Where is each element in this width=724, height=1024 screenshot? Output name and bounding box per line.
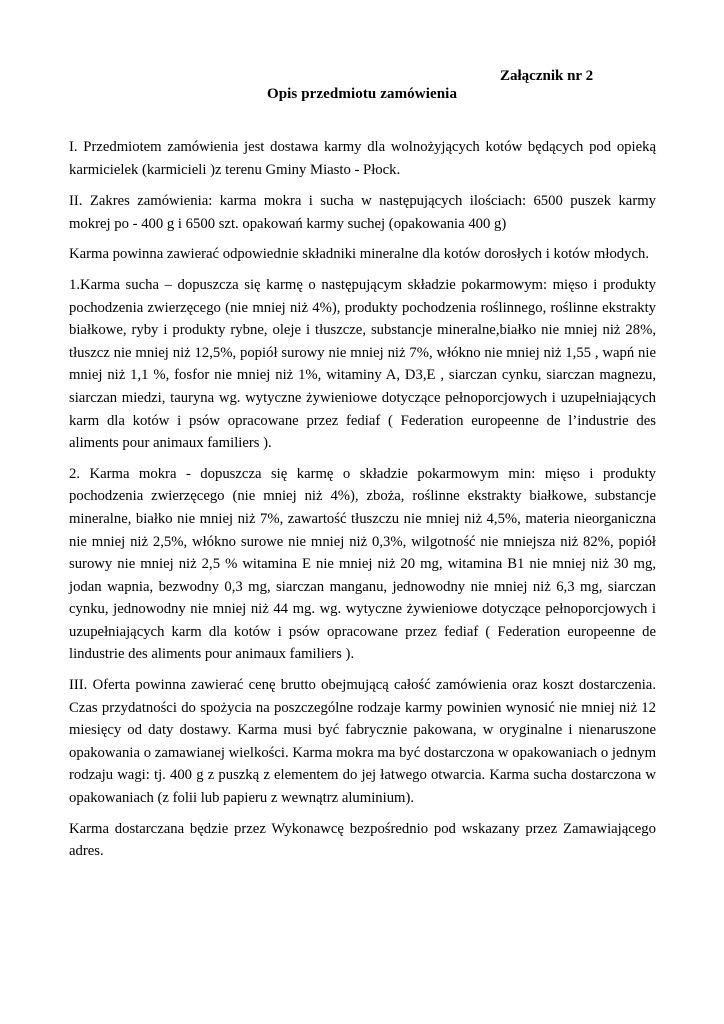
- document-body: [69, 136, 656, 871]
- document-title: [0, 86, 724, 103]
- paragraph-minerals: Karma powinna zawierać odpowiednie składniki mineralne dla kotów dorosłych i kotów młodych.: [69, 246, 650, 263]
- attachment-label: Załącznik nr 2: [500, 68, 594, 84]
- paragraph-offer: III. Oferta powinna zawierać cenę brutto obejmującą całość zamówienia oraz koszt dostarczenia. Czas przydatności do spożycia na poszczególne rodzaje karmy powinien wynosić nie mniej niż 12 miesięcy od daty dostawy. Karma musi być fabrycznie pakowana, w oryginalne i nienaruszone opakowania o zamawianej wielkości. Karma mokra ma być dostarczona w opakowaniach o jednym rodzaju wagi: tj. 400 g z puszką z elementem do jej łatwego otwarcia. Karma sucha dostarczona w opakowaniach (z folii lub papieru z wewnątrz aluminium).: [69, 677, 656, 807]
- paragraph-scope: II. Zakres zamówienia: karma mokra i sucha w następujących ilościach: 6500 puszek karmy mokrej po - 400 g i 6500 szt. opakowań karmy suchej (opakowania 400 g): [69, 193, 656, 232]
- paragraph-dry-food: 1.Karma sucha – dopuszcza się karmę o następującym składzie pokarmowym: mięso i produkty pochodzenia zwierzęcego (nie mniej niż 4%), produkty pochodzenia roślinnego, roślinne ekstrakty białkowe, ryby i produkty rybne, oleje i tłuszcze, substancje mineralne,białko nie mniej niż 28%, tłuszcz nie mniej niż 12,5%, popiół surowy nie mniej niż 7%, włókno nie mniej niż 1,55 , wapń nie mniej niż 1,1 %, fosfor nie mniej niż 1%, witaminy A, D3,E , siarczan cynku, siarczan magnezu, siarczan miedzi, tauryna wg. wytyczne żywieniowe dotyczące pełnoporcjowych i uzupełniających karm dla kotów i psów opracowane przez fediaf ( Federation europeenne de l’industrie des aliments pour animaux familiers ).: [69, 276, 656, 452]
- paragraph-subject: I. Przedmiotem zamówienia jest dostawa karmy dla wolnożyjących kotów będących pod opieką karmicielek (karmicieli )z terenu Gminy Miasto - Płock.: [69, 139, 656, 178]
- paragraph-delivery: Karma dostarczana będzie przez Wykonawcę bezpośrednio pod wskazany przez Zamawiającego adres.: [69, 820, 656, 860]
- paragraph-wet-food: 2. Karma mokra - dopuszcza się karmę o składzie pokarmowym min: mięso i produkty pochodzenia zwierzęcego (nie mniej niż 4%), zboża, roślinne ekstrakty białkowe, substancje mineralne, białko nie mniej niż 7%, zawartość tłuszczu nie mniej niż 4,5%, materia nieorganiczna nie mniej niż 2,5%, włókno surowe nie mniej niż 0,3%, wilgotność nie mniejsza niż 82%, popiół surowy nie mniej niż 2,5 % witamina E nie mniej niż 20 mg, witamina B1 nie mniej niż 30 mg, jodan wapnia, bezwodny 0,3 mg, siarczan manganu, jednowodny nie mniej niż 6,3 mg, siarczan cynku, jednowodny nie mniej niż 44 mg. wg. wytyczne żywieniowe dotyczące pełnoporcjowych i uzupełniających karm dla kotów i psów opracowane przez fediaf ( Federation europeenne de lindustrie des aliments pour animaux familiers ).: [69, 465, 656, 663]
- document-title-text: Opis przedmiotu zamówienia: [266, 86, 458, 102]
